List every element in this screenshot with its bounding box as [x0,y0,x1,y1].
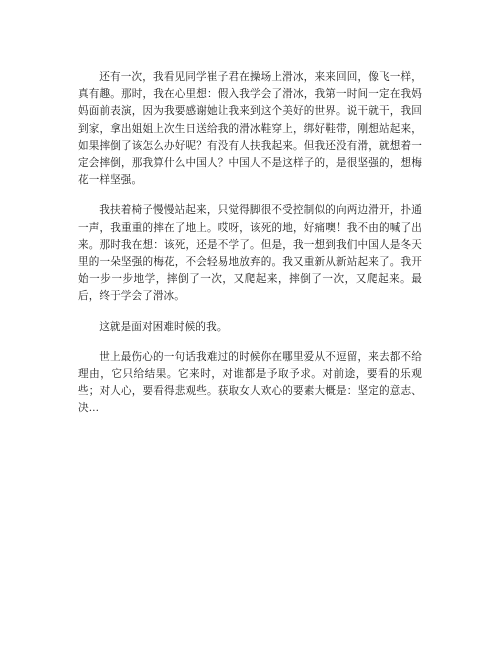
paragraph-conclusion: 这就是面对困难时候的我。 [99,320,228,333]
paragraph-skating-intro: 还有一次，我看见同学崔子君在操场上滑冰，来来回回，像飞一样，真有趣。那时，我在心里想：假入我学会了滑冰，我第一时间一定在我妈妈面前表演，因为我要感谢她让我来到这个美好的世界。说干就干，我回到家，拿出姐姐上次生日送给我的滑冰鞋穿上，绑好鞋带，刚想站起来，如果摔倒了该怎么办好呢？有没有人扶我起来。但我还没有滑，就想着一定会摔倒，那我算什么中国人？中国人不是这样子的，是很坚强的，想梅花一样坚强。 [78,71,422,187]
document-body [78,69,422,431]
paragraph-skating-practice: 我扶着椅子慢慢站起来，只觉得脚很不受控制似的向两边滑开，扑通一声，我重重的摔在了地上。哎呀，该死的地，好痛噢！我不由的喊了出来。那时我在想：该死，还是不学了。但是，我一想到我们中国人是冬天里的一朵坚强的梅花，不会轻易地放弃的。我又重新从新站起来了。我开始一步一步地学，摔倒了一次，又爬起来，摔倒了一次，又爬起来。最后，终于学会了滑冰。 [78,204,422,303]
paragraph-appended-text: 世上最伤心的一句话我难过的时候你在哪里爱从不逗留，来去都不给理由，它只给结果。它来时，对谁都是予取予求。对前途，要看的乐观些；对人心，要看得悲观些。获取女人欢心的要素大概是：坚定的意志、决... [78,350,422,415]
